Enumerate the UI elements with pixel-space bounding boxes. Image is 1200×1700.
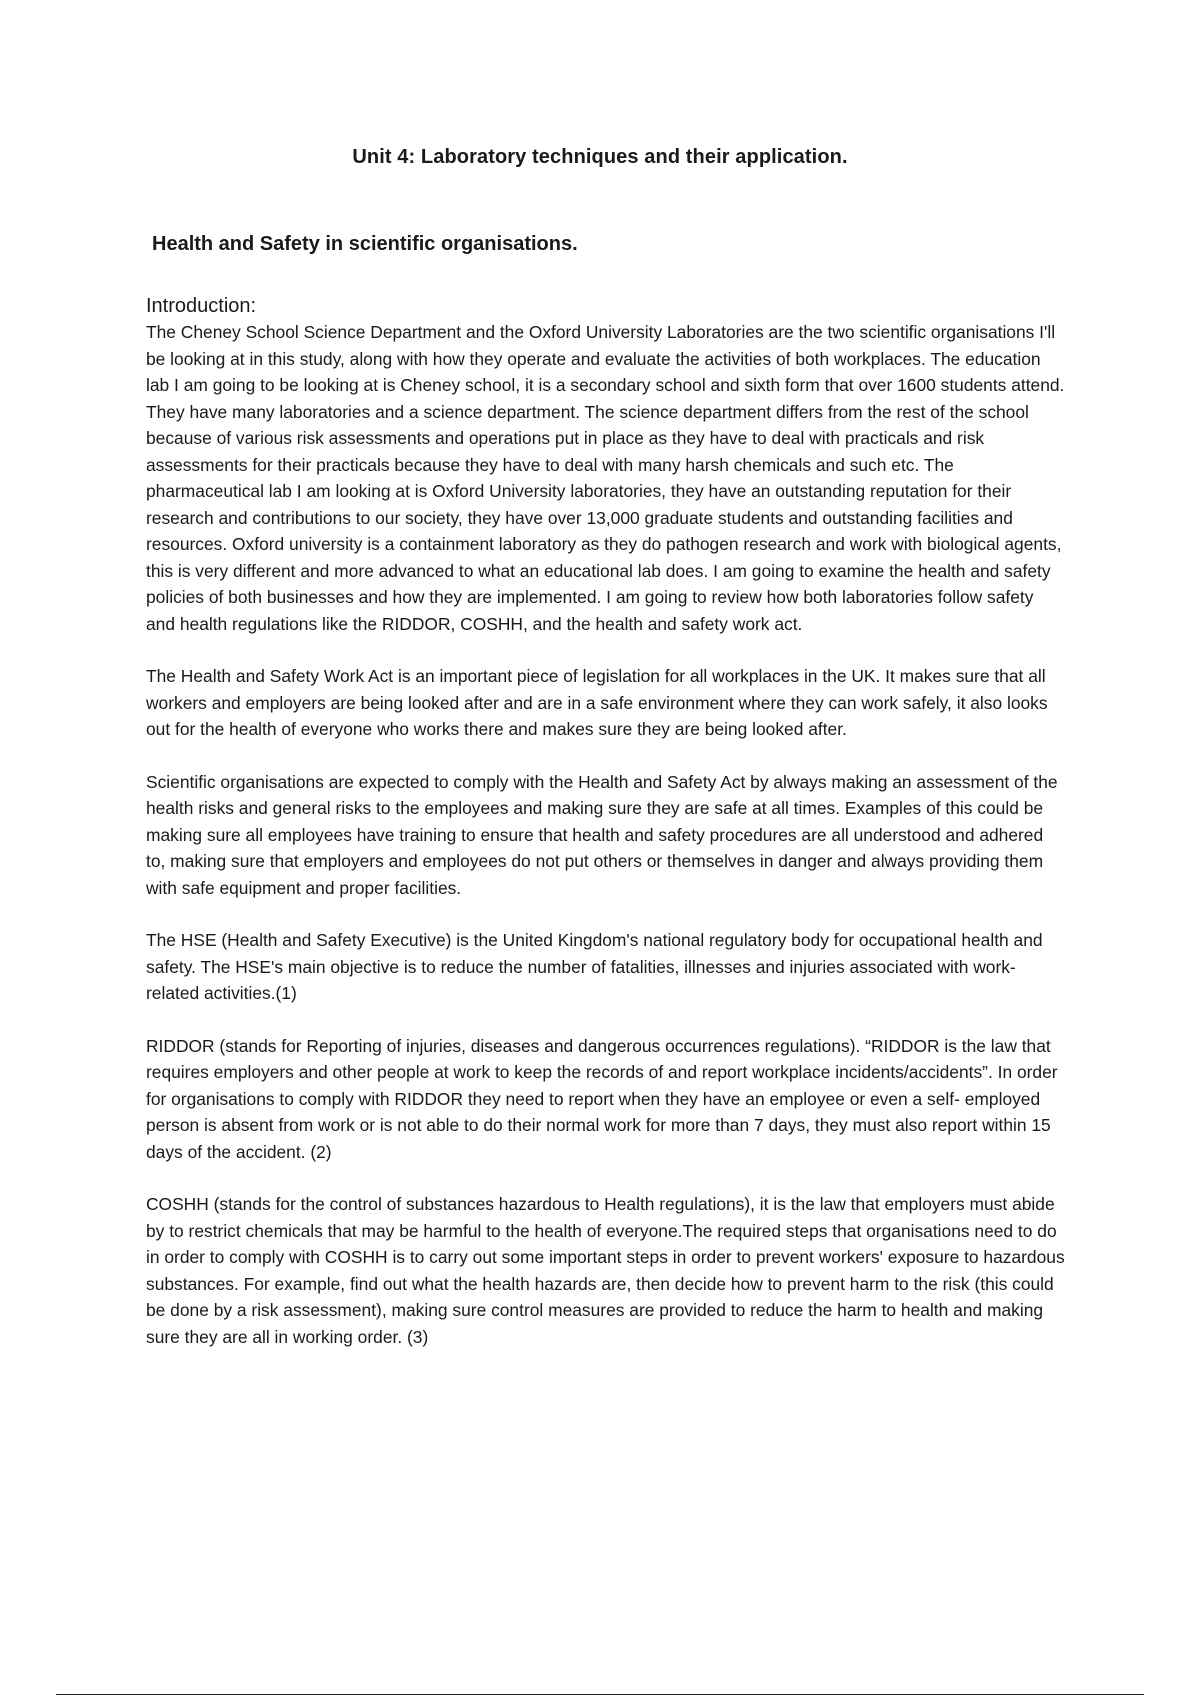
paragraph-coshh: COSHH (stands for the control of substances hazardous to Health regulations), it is the law that employers must abide by to restrict chemicals that may be harmful to the health of everyone.The required steps that organisations need to do in order to comply with COSHH is to carry out some important steps in order to prevent workers' exposure to hazardous substances. For example, find out what the health hazards are, then decide how to prevent harm to the risk (this could be done by a risk assessment), making sure control measures are provided to reduce the harm to health and making sure they are all in working order. (3)	[146, 1194, 1065, 1347]
paragraph-compliance: Scientific organisations are expected to comply with the Health and Safety Act by always making an assessment of the health risks and general risks to the employees and making sure they are safe at all times. Examples of this could be making sure all employees have training to ensure that health and safety procedures are all understood and adhered to, making sure that employers and employees do not put others or themselves in danger and always providing them with safe equipment and proper facilities.	[146, 771, 1058, 898]
document-title: Unit 4: Laboratory techniques and their application.	[352, 146, 848, 168]
paragraph-introduction: The Cheney School Science Department and the Oxford University Laboratories are the two scientific organisations I'll be looking at in this study, along with how they operate and evaluate the activities of both workplaces. The education lab I am going to be looking at is Cheney school, it is a secondary school and sixth form that over 1600 students attend. They have many laboratories and a science department. The science department differs from the rest of the school because of various risk assessments and operations put in place as they have to deal with practicals and risk assessments for their practicals because they have to deal with many harsh chemicals and such etc. The pharmaceutical lab I am looking at is Oxford University laboratories, they have an outstanding reputation for their research and contributions to our society, they have over 13,000 graduate students and outstanding facilities and resources. Oxford university is a containment laboratory as they do pathogen research and work with biological agents, this is very different and more advanced to what an educational lab does. I am going to examine the health and safety policies of both businesses and how they are implemented. I am going to review how both laboratories follow safety and health regulations like the RIDDOR, COSHH, and the health and safety work act.	[146, 322, 1065, 634]
paragraph-health-safety-work-act: The Health and Safety Work Act is an important piece of legislation for all workplaces in the UK. It makes sure that all workers and employers are being looked after and are in a safe environment where they can work safely, it also looks out for the health of everyone who works there and makes sure they are being looked after.	[146, 666, 1048, 739]
page-bottom-divider	[56, 1694, 1144, 1695]
section-heading: Health and Safety in scientific organisations.	[152, 233, 578, 255]
paragraph-riddor: RIDDOR (stands for Reporting of injuries, diseases and dangerous occurrences regulations). “RIDDOR is the law that requires employers and other people at work to keep the records of and report workplace incidents/accidents”. In order for organisations to comply with RIDDOR they need to report when they have an employee or even a self- employed person is absent from work or is not able to do their normal work for more than 7 days, they must also report within 15 days of the accident. (2)	[146, 1035, 1058, 1162]
introduction-label: Introduction:	[146, 295, 257, 317]
paragraph-hse: The HSE (Health and Safety Executive) is the United Kingdom's national regulatory body for occupational health and safety. The HSE's main objective is to reduce the number of fatalities, illnesses and injuries associated with work-related activities.(1)	[146, 930, 1043, 1003]
document-body	[146, 293, 1066, 1376]
